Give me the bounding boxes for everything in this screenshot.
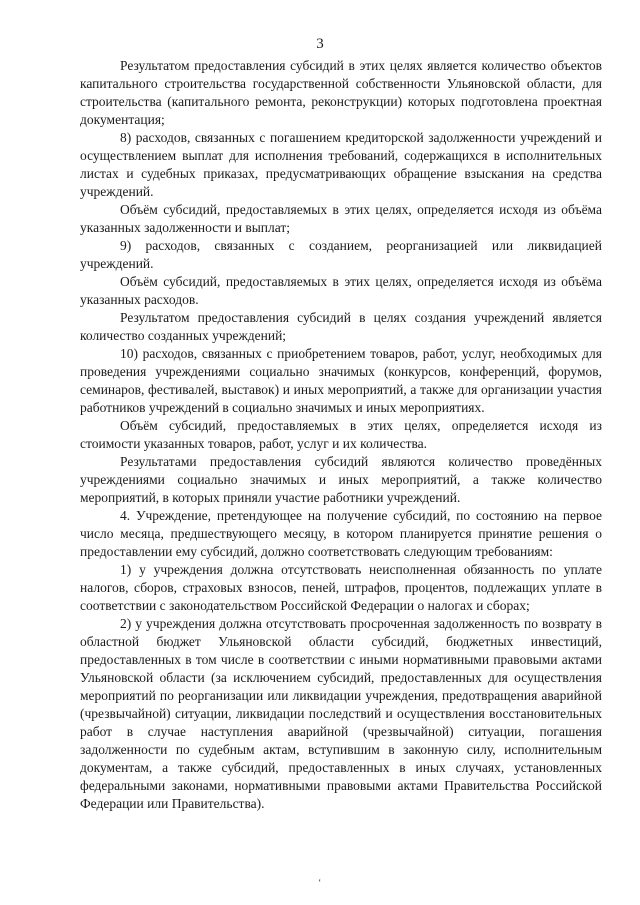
paragraph-result-item-10: Результатами предоставления субсидий являются количество проведённых учреждениями социально значимых и иных мероприятий, а также количество мероприятий, в которых приняли участие работники учреждений. (80, 454, 602, 505)
paragraph-result-capital-construction: Результатом предоставления субсидий в этих целях является количество объектов капитального строительства государственной собственности Ульяновской области, для строительства (капитального ремонта, реконструкции) которых подготовлена проектная документация; (80, 58, 602, 127)
paragraph-item-10: 10) расходов, связанных с приобретением товаров, работ, услуг, необходимых для проведения учреждениями социально значимых (конкурсов, конференций, форумов, семинаров, фестивалей, выставок) и иных мероприятий, а также для организации участия работников учреждений в социально значимых и иных мероприятиях. (80, 346, 602, 415)
paragraph-section-4: 4. Учреждение, претендующее на получение субсидий, по состоянию на первое число месяца, предшествующего месяцу, в котором планируется принятие решения о предоставлении ему субсидий, должно соответствовать следующим требованиям: (80, 508, 602, 559)
paragraph-item-8: 8) расходов, связанных с погашением кредиторской задолженности учреждений и осуществлением выплат для исполнения требований, содержащихся в исполнительных листах и судебных приказах, предусматривающих обращение взыскания на средства учреждений. (80, 130, 602, 199)
page-number: 3 (316, 36, 324, 52)
paragraph-volume-item-9: Объём субсидий, предоставляемых в этих целях, определяется исходя из объёма указанных расходов. (80, 274, 602, 307)
document-body (80, 57, 602, 813)
paragraph-item-9: 9) расходов, связанных с созданием, реорганизацией или ликвидацией учреждений. (80, 238, 602, 271)
paragraph-requirement-1: 1) у учреждения должна отсутствовать неисполненная обязанность по уплате налогов, сборов, страховых взносов, пеней, штрафов, процентов, подлежащих уплате в соответствии с законодательством Российской Федерации о налогах и сборах; (80, 562, 602, 613)
paragraph-volume-item-10: Объём субсидий, предоставляемых в этих целях, определяется исходя из стоимости указанных товаров, работ, услуг и их количества. (80, 418, 602, 451)
paragraph-volume-item-8: Объём субсидий, предоставляемых в этих целях, определяется исходя из объёма указанных задолженности и выплат; (80, 202, 602, 235)
paragraph-result-item-9: Результатом предоставления субсидий в целях создания учреждений является количество созданных учреждений; (80, 310, 602, 343)
paragraph-requirement-2: 2) у учреждения должна отсутствовать просроченная задолженность по возврату в областной бюджет Ульяновской области субсидий, бюджетных инвестиций, предоставленных в том числе в соответствии с иными нормативными правовыми актами Ульяновской области (за исключением субсидий, предоставленных для осуществления мероприятий по реорганизации или ликвидации учреждения, предотвращения аварийной (чрезвычайной) ситуации, ликвидации последствий и осуществления восстановительных работ в случае наступления аварийной (чрезвычайной) ситуации, погашения задолженности по судебным актам, вступившим в законную силу, исполнительным документам, а также субсидий, предоставленных в иных случаях, установленных федеральными законами, нормативными правовыми актами Правительства Российской Федерации или Правительства). (80, 616, 602, 811)
footer-mark: ‘ (318, 878, 322, 889)
